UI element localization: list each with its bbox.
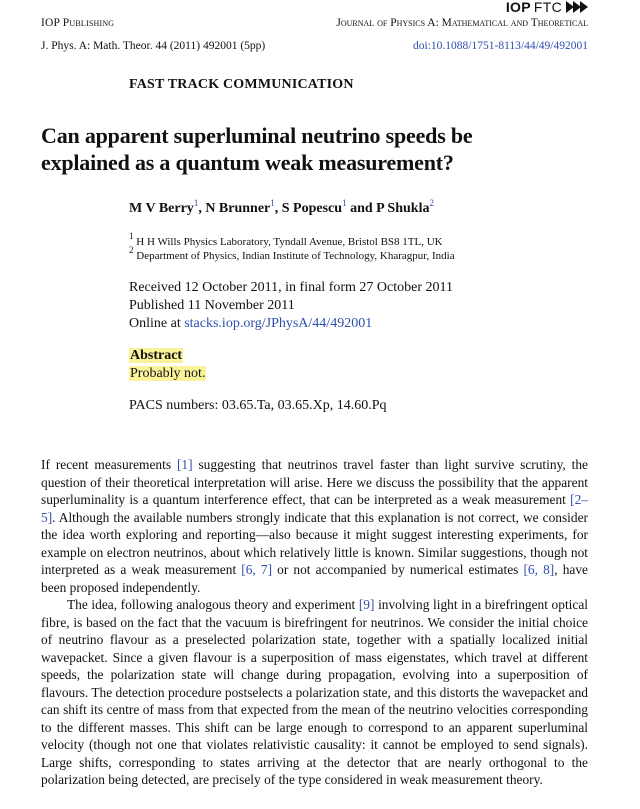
doi-link[interactable]: doi:10.1088/1751-8113/44/49/492001 bbox=[413, 40, 588, 52]
affiliation-ref[interactable]: 1 bbox=[342, 198, 347, 208]
body-text-run: , have been proposed independently. bbox=[41, 562, 588, 595]
author-list bbox=[129, 198, 434, 217]
body-text-run: involving light in a birefringent optical fibre, is based on the fact that the vacuum is birefringent for neutrinos. We consider the initial choice of neutrino flavour as a preselected polarization state, together with a spatially localized initial wavepacket. Since a given flavour is a superposition of mass eigenstates, which travel at different speeds, the polarization state will change during propagation, evolving into a superposition of flavours. The detection procedure postselects a polarization state, and this distorts the wavepacket and can shift its centre of mass from that expected from the mean of the neutrino velocities corresponding to the different masses. This shift can be large enough to correspond to an apparent superluminal velocity (though not one that violates relativistic causality: it cannot be employed to send signals). Large shifts, corresponding to states arriving at the detector that are nearly orthogonal to the polarization being detected, are precisely of the type considered in weak measurement theory. bbox=[41, 597, 588, 787]
badge-light: FTC bbox=[533, 0, 562, 15]
iop-ftc-badge bbox=[506, 0, 588, 15]
online-link[interactable]: stacks.iop.org/JPhysA/44/492001 bbox=[184, 316, 373, 331]
abstract-heading: Abstract bbox=[130, 348, 183, 363]
article-title bbox=[41, 122, 601, 176]
body-text-run: . Although the available numbers strongly indicate that this explanation is not correct, we consider the idea worth exploring and reporting—also because it might suggest interesting experiments, for example on electron neutrinos, about which relatively little is known. Similar suggestions, though not interpreted as a weak measurement bbox=[41, 509, 588, 577]
body-text-run: suggesting that neutrinos travel faster than light survive scrutiny, the question of their theoretical interpretation will arise. Here we discuss the possibility that the apparent superluminality is a quantum interference effect, that can be interpreted as a weak measurement bbox=[41, 457, 588, 507]
affiliation-ref[interactable]: 1 bbox=[270, 198, 275, 208]
body-text-run: The idea, following analogous theory and experiment bbox=[67, 597, 359, 612]
journal-name: Journal of Physics A: Mathematical and Theoretical bbox=[336, 17, 588, 29]
citation-link[interactable]: [6, 7] bbox=[241, 562, 273, 577]
citation-link[interactable]: [9] bbox=[358, 597, 375, 612]
title-line-1: Can apparent superluminal neutrino speeds be bbox=[41, 123, 473, 148]
citation-link[interactable]: [1] bbox=[176, 457, 193, 472]
received-date: Received 12 October 2011, in final form 27 October 2011 bbox=[129, 280, 453, 295]
journal-citation: J. Phys. A: Math. Theor. 44 (2011) 492001 (5pp) bbox=[41, 40, 266, 52]
publisher-name: IOP Publishing bbox=[41, 17, 115, 29]
affiliation-1: $^1$ H H Wills Physics Laboratory, Tyndall Avenue, Bristol BS8 1TL, UK bbox=[129, 231, 443, 248]
publication-history bbox=[129, 279, 453, 333]
title-line-2: explained as a quantum weak measurement? bbox=[41, 150, 454, 175]
paragraph-1 bbox=[41, 456, 588, 596]
author: S Popescu$^1$ and bbox=[281, 198, 377, 216]
affiliation-2: $^2$ Department of Physics, Indian Institute of Technology, Kharagpur, India bbox=[129, 245, 455, 262]
author: M V Berry$^1$, bbox=[129, 198, 206, 216]
body-text-run: If recent measurements bbox=[41, 457, 177, 472]
triple-arrow-icon bbox=[567, 1, 588, 13]
body-text-run: or not accompanied by numerical estimates bbox=[272, 562, 524, 577]
affiliation-ref[interactable]: 2 bbox=[429, 198, 434, 208]
body-text bbox=[41, 456, 588, 789]
citation-link[interactable]: [6, 8] bbox=[523, 562, 555, 577]
author: N Brunner$^1$, bbox=[205, 198, 282, 216]
paragraph-2 bbox=[41, 596, 588, 789]
online-line: Online at stacks.iop.org/JPhysA/44/492001 bbox=[129, 316, 373, 331]
abstract bbox=[129, 347, 206, 383]
section-label: FAST TRACK COMMUNICATION bbox=[129, 77, 354, 92]
abstract-text: Probably not. bbox=[130, 366, 206, 381]
pacs-numbers: PACS numbers: 03.65.Ta, 03.65.Xp, 14.60.Pq bbox=[129, 398, 387, 413]
citation-link[interactable]: [2–5] bbox=[41, 492, 588, 525]
affiliation-ref[interactable]: 1 bbox=[193, 198, 199, 208]
author: P Shukla$^2$ bbox=[376, 198, 434, 216]
published-date: Published 11 November 2011 bbox=[129, 298, 295, 313]
badge-strong: IOP bbox=[505, 0, 531, 15]
